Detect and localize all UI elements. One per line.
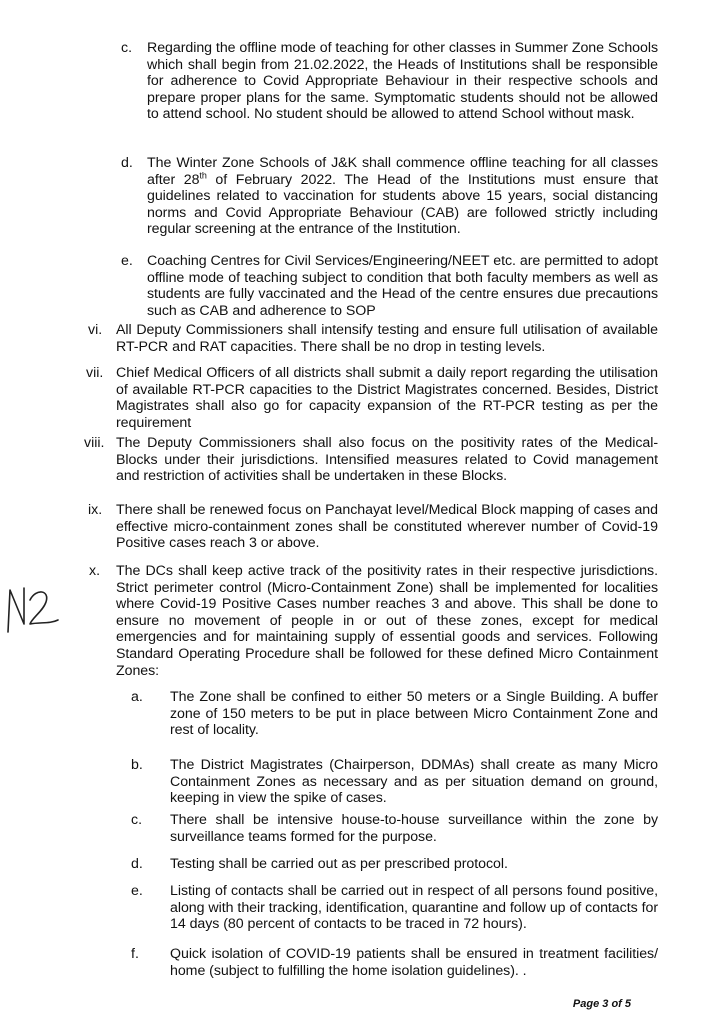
list-marker: a. xyxy=(131,689,143,705)
list-marker: b. xyxy=(131,757,143,773)
list-item-text: Coaching Centres for Civil Services/Engineering/NEET etc. are permitted to adopt offline mode of teaching subject to condition that both faculty members as well as students are fully vaccinated and the Head of the centre ensures due precautions such as CAB and adherence to SOP xyxy=(147,253,658,319)
list-item-text: The Zone shall be confined to either 50 meters or a Single Building. A buffer zone of 150 meters to be put in place between Micro Containment Zone and rest of locality. xyxy=(170,689,658,739)
list-item-text: Regarding the offline mode of teaching for other classes in Summer Zone Schools which shall begin from 21.02.2022, the Heads of Institutions shall be responsible for adherence to Covid Appropriate Behaviour in their respective schools and prepare proper plans for the same. Symptomatic students should not be allowed to attend school. No student should be allowed to attend School without mask. xyxy=(147,40,658,123)
list-item-text: There shall be renewed focus on Panchayat level/Medical Block mapping of cases and effective micro-containment zones shall be constituted wherever number of Covid-19 Positive cases reach 3 or above. xyxy=(116,502,658,552)
list-item-text: There shall be intensive house-to-house surveillance within the zone by surveillance teams formed for the purpose. xyxy=(170,812,658,845)
list-item-text: Testing shall be carried out as per prescribed protocol. xyxy=(170,856,508,872)
list-item-text: Listing of contacts shall be carried out in respect of all persons found positive, along with their tracking, identification, quarantine and follow up of contacts for 14 days (80 percent of contacts to be traced in 72 hours). xyxy=(170,883,658,933)
list-marker: vii. xyxy=(86,365,104,381)
list-marker: vi. xyxy=(88,322,103,338)
list-marker: x. xyxy=(89,563,101,579)
list-item-text: The Deputy Commissioners shall also focus on the positivity rates of the Medical-Blocks under their jurisdictions. Intensified measures related to Covid management and restriction of activities shall be undertaken in these Blocks. xyxy=(116,435,658,485)
list-item-text: Quick isolation of COVID-19 patients shall be ensured in treatment facilities/ home (subject to fulfilling the home isolation guidelines). . xyxy=(170,946,658,979)
page-number: Page 3 of 5 xyxy=(572,998,631,1010)
list-marker: c. xyxy=(131,812,143,828)
list-marker: f. xyxy=(131,946,139,962)
list-item-text: The District Magistrates (Chairperson, DDMAs) shall create as many Micro Containment Zones as necessary and as per situation demand on ground, keeping in view the spike of cases. xyxy=(170,757,658,807)
handwritten-signature xyxy=(2,580,62,636)
list-marker: d. xyxy=(121,155,133,171)
list-marker: d. xyxy=(131,856,143,872)
list-item-text: The DCs shall keep active track of the positivity rates in their respective jurisdictions. Strict perimeter control (Micro-Containment Zone) shall be implemented for localities where Covid-19 Positive Cases number reaches 3 and above. This shall be done to ensure no movement of people in or out of these zones, except for medical emergencies and for maintaining supply of essential goods and services. Following Standard Operating Procedure shall be followed for these defined Micro Containment Zones: xyxy=(116,563,658,679)
list-item-text: The Winter Zone Schools of J&K shall commence offline teaching for all classes after 28th of February 2022. The Head of the Institutions must ensure that guidelines related to vaccination for students above 15 years, social distancing norms and Covid Appropriate Behaviour (CAB) are followed strictly including regular screening at the entrance of the Institution. xyxy=(147,155,658,238)
list-marker: ix. xyxy=(88,502,103,518)
list-item-text: All Deputy Commissioners shall intensify testing and ensure full utilisation of available RT-PCR and RAT capacities. There shall be no drop in testing levels. xyxy=(116,322,658,355)
list-item-text: Chief Medical Officers of all districts shall submit a daily report regarding the utilisation of available RT-PCR capacities to the District Magistrates concerned. Besides, District Magistrates shall also go for capacity expansion of the RT-PCR testing as per the requirement xyxy=(116,365,658,431)
list-marker: e. xyxy=(121,253,133,269)
list-marker: viii. xyxy=(84,435,105,451)
list-marker: c. xyxy=(121,40,133,56)
list-marker: e. xyxy=(131,883,143,899)
